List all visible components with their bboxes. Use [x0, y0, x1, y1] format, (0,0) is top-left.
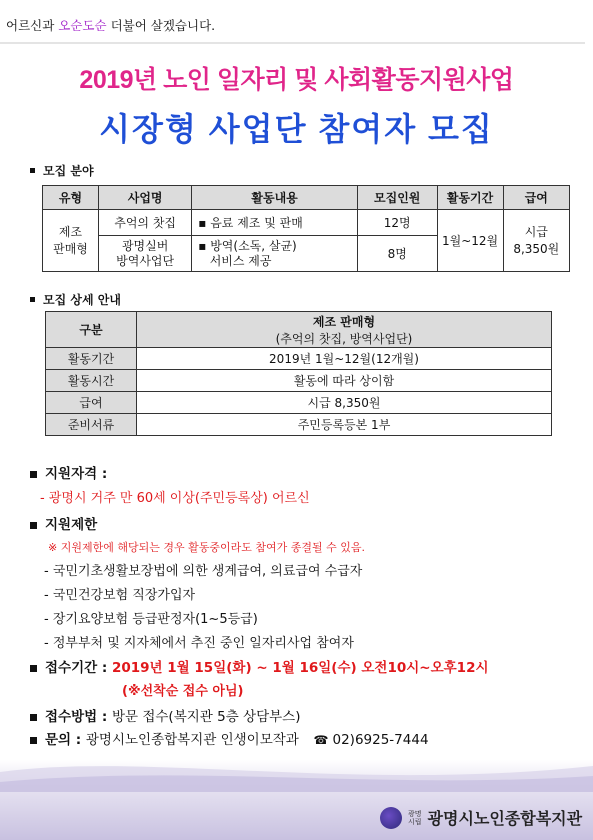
section-detail-heading [30, 291, 121, 308]
logo-small-line: 광명 [408, 809, 422, 818]
logo-small-line: 시립 [408, 817, 422, 826]
cell-content: ▪ 방역(소독, 살균) 서비스 제공 [192, 236, 358, 272]
restriction-item: - 정부부처 및 지자체에서 추진 중인 일자리사업 참여자 [44, 636, 354, 651]
application-period [30, 656, 489, 676]
detail-table [45, 311, 552, 436]
cell-project-name: 추억의 찻집 [99, 210, 192, 236]
square-bullet-icon [30, 737, 37, 744]
cell-content: ▪ 음료 제조 및 판매 [192, 210, 358, 236]
square-bullet-icon [30, 297, 35, 302]
application-period-note: (※선착순 접수 아님) [122, 684, 244, 699]
header-divider [0, 42, 585, 44]
row-value: 시급 8,350원 [137, 392, 552, 414]
th-period: 활동기간 [437, 186, 503, 210]
cell-count: 12명 [357, 210, 437, 236]
section-heading-text: 모집 분야 [43, 164, 94, 178]
th-detail-line2: (추억의 찻집, 방역사업단) [275, 331, 413, 346]
th-type: 유형 [43, 186, 99, 210]
th-content: 활동내용 [192, 186, 358, 210]
cell-count: 8명 [357, 236, 437, 272]
th-count: 모집인원 [357, 186, 437, 210]
restriction-item: - 장기요양보험 등급판정자(1~5등급) [44, 612, 258, 627]
application-period-value: 2019년 1월 15일(화) ~ 1월 16일(수) 오전10시~오후12시 [111, 660, 489, 676]
square-bullet-icon [30, 522, 37, 529]
application-period-label: 접수기간 : [45, 660, 108, 676]
restriction-heading-text: 지원제한 [45, 517, 98, 533]
row-value: 활동에 따라 상이함 [137, 370, 552, 392]
tagline-highlight: 오순도순 [58, 18, 107, 33]
cell-period: 1월~12월 [437, 210, 503, 272]
logo-name: 광명시노인종합복지관 [427, 809, 583, 828]
row-value: 주민등록등본 1부 [137, 414, 552, 436]
cell-type: 제조 판매형 [43, 210, 99, 272]
tagline [6, 16, 215, 36]
phone-icon: ☎ [313, 733, 329, 747]
th-detail-line1: 제조 판매형 [312, 314, 376, 329]
application-method [30, 705, 300, 725]
logo-small-text [408, 810, 422, 826]
cell-project-name: 광명실버 방역사업단 [99, 236, 192, 272]
eligibility-item: - 광명시 거주 만 60세 이상(주민등록상) 어르신 [40, 491, 310, 506]
restriction-note: ※ 지원제한에 해당되는 경우 활동중이라도 참여가 종결될 수 있음. [48, 541, 365, 554]
tagline-text-end: 더불어 살겠습니다. [106, 18, 216, 33]
row-label: 준비서류 [46, 414, 137, 436]
inquiry-label: 문의 : [45, 732, 82, 748]
inquiry [30, 728, 429, 748]
title-line1: 2019년 노인 일자리 및 사회활동지원사업 [79, 66, 514, 94]
square-bullet-icon [30, 714, 37, 721]
title-line2: 시장형 사업단 참여자 모집 [99, 111, 494, 147]
eligibility-heading-text: 지원자격 : [45, 466, 108, 482]
tagline-text: 어르신과 [6, 18, 59, 33]
application-method-value: 방문 접수(복지관 5층 상담부스) [111, 709, 301, 725]
inquiry-phone: 02)6925-7444 [332, 732, 429, 748]
th-pay: 급여 [503, 186, 569, 210]
row-value: 2019년 1월~12월(12개월) [137, 348, 552, 370]
square-bullet-icon [30, 665, 37, 672]
section-recruit-field-heading [30, 162, 94, 179]
row-label: 활동기간 [46, 348, 137, 370]
row-label: 활동시간 [46, 370, 137, 392]
inquiry-value: 광명시노인종합복지관 인생이모작과 [85, 732, 299, 748]
th-category: 구분 [46, 312, 137, 348]
footer-swoosh [0, 752, 593, 792]
restriction-heading [30, 513, 97, 533]
restriction-item: - 국민기초생활보장법에 의한 생계급여, 의료급여 수급자 [44, 564, 363, 579]
logo-mark-icon [380, 807, 402, 829]
row-label: 급여 [46, 392, 137, 414]
section-heading-text: 모집 상세 안내 [43, 293, 121, 307]
square-bullet-icon [30, 168, 35, 173]
recruit-field-table [42, 185, 570, 272]
th-project: 사업명 [99, 186, 192, 210]
square-bullet-icon [30, 471, 37, 478]
restriction-item: - 국민건강보험 직장가입자 [44, 588, 196, 603]
application-method-label: 접수방법 : [45, 709, 108, 725]
org-logo [380, 806, 582, 829]
eligibility-heading [30, 462, 107, 482]
cell-pay: 시급 8,350원 [503, 210, 569, 272]
th-detail [137, 312, 552, 348]
